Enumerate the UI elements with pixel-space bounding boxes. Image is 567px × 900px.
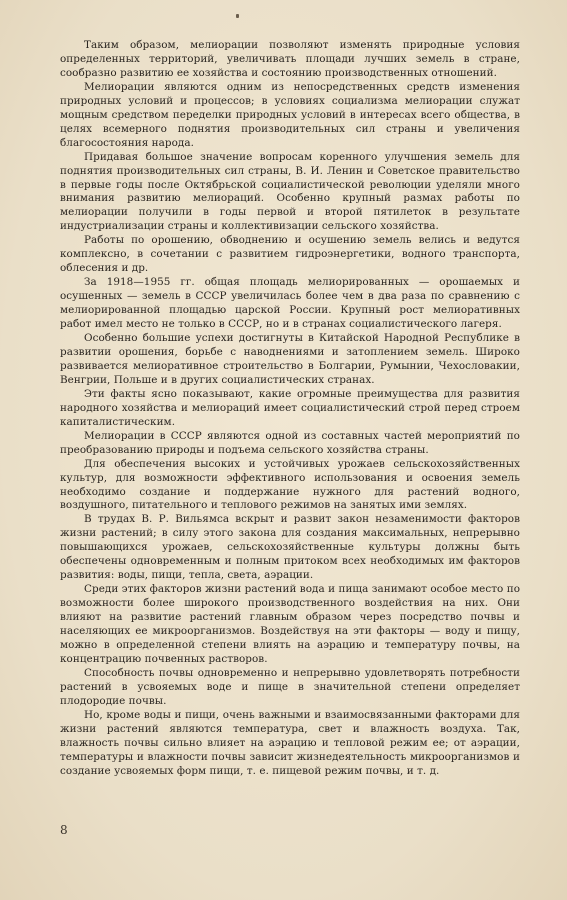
paragraph: Придавая большое значение вопросам коренного улучшения земель для поднятия производительных сил страны, В. И. Ленин и Советское правительство в первые годы после Октябрьской социалистической революции уделяли много внимания развитию мелиораций. Особенно крупный размах работы по мелиорации получили в годы первой и второй пятилеток в результате индустриализации страны и коллективизации сельского хозяйства. — [60, 150, 520, 233]
paragraph: Эти факты ясно показывают, какие огромные преимущества для развития народного хозяйства и мелиораций имеет социалистический строй перед строем капиталистическим. — [60, 387, 520, 428]
paragraph: Мелиорации являются одним из непосредственных средств изменения природных условий и процессов; в условиях социализма мелиорации служат мощным средством переделки природных условий в интересах всего общества, в целях всемерного поднятия производительных сил страны и увеличения благосостояния народа. — [60, 80, 520, 149]
paragraph: Особенно большие успехи достигнуты в Китайской Народной Республике в развитии орошения, борьбе с наводнениями и затоплением земель. Широко развивается мелиоративное строительство в Болгарии, Румынии, Чехословакии, Венгрии, Польше и в других социалистических странах. — [60, 332, 520, 386]
paragraph: Способность почвы одновременно и непрерывно удовлетворять потребности растений в усвояемых воде и пище в значительной степени определяет плодородие почвы. — [60, 666, 520, 707]
paragraph: В трудах В. Р. Вильямса вскрыт и развит закон незаменимости факторов жизни растений; в силу этого закона для создания максимальных, непрерывно повышающихся урожаев, сельскохозяйственные культуры должны быть обеспечены одновременным и полным притоком всех необходимых им факторов развития: воды, пищи, тепла, света, аэрации. — [60, 513, 520, 582]
page-number: 8 — [60, 823, 68, 837]
paragraph: Среди этих факторов жизни растений вода и пища занимают особое место по возможности более широкого производственного воздействия на них. Они влияют на развитие растений главным образом через посредство почвы и населяющих ее микроорганизмов. Воздействуя на эти факторы — воду и пищу, можно в определенной степени влиять на аэрацию и температуру почвы, на концентрацию почвенных растворов. — [60, 583, 520, 665]
paragraph: Для обеспечения высоких и устойчивых урожаев сельскохозяйственных культур, для возможности эффективного использования и освоения земель необходимо создание и поддержание нужного для растений водного, воздушного, питательного и теплового режимов на занятых ими землях. — [60, 457, 520, 512]
paragraph: Работы по орошению, обводнению и осушению земель велись и ведутся комплексно, в сочетании с развитием гидроэнергетики, водного транспорта, облесения и др. — [60, 234, 520, 275]
paragraph: Но, кроме воды и пищи, очень важными и взаимосвязанными факторами для жизни растений являются температура, свет и влажность воздуха. Так, влажность почвы сильно влияет на аэрацию и тепловой режим ее; от аэрации, температуры и влажности почвы зависит жизнедеятельность микроорганизмов и создание усвояемых форм пищи, т. е. пищевой режим почвы, и т. д. — [60, 708, 520, 777]
paragraph: Мелиорации в СССР являются одной из составных частей мероприятий по преобразованию природы и подъема сельского хозяйства страны. — [60, 429, 520, 456]
paragraph: Таким образом, мелиорации позволяют изменять природные условия определенных территорий, увеличивать площади лучших земель в стране, сообразно развитию ее хозяйства и состоянию производственных отношений. — [60, 39, 520, 79]
print-mark — [236, 14, 239, 18]
body-text — [60, 39, 520, 779]
paragraph: За 1918—1955 гг. общая площадь мелиорированных — орошаемых и осушенных — земель в СССР увеличилась более чем в два раза по сравнению с мелиорированной площадью царской России. Крупный рост мелиоративных работ имел место не только в СССР, но и в странах социалистического лагеря. — [60, 276, 520, 331]
